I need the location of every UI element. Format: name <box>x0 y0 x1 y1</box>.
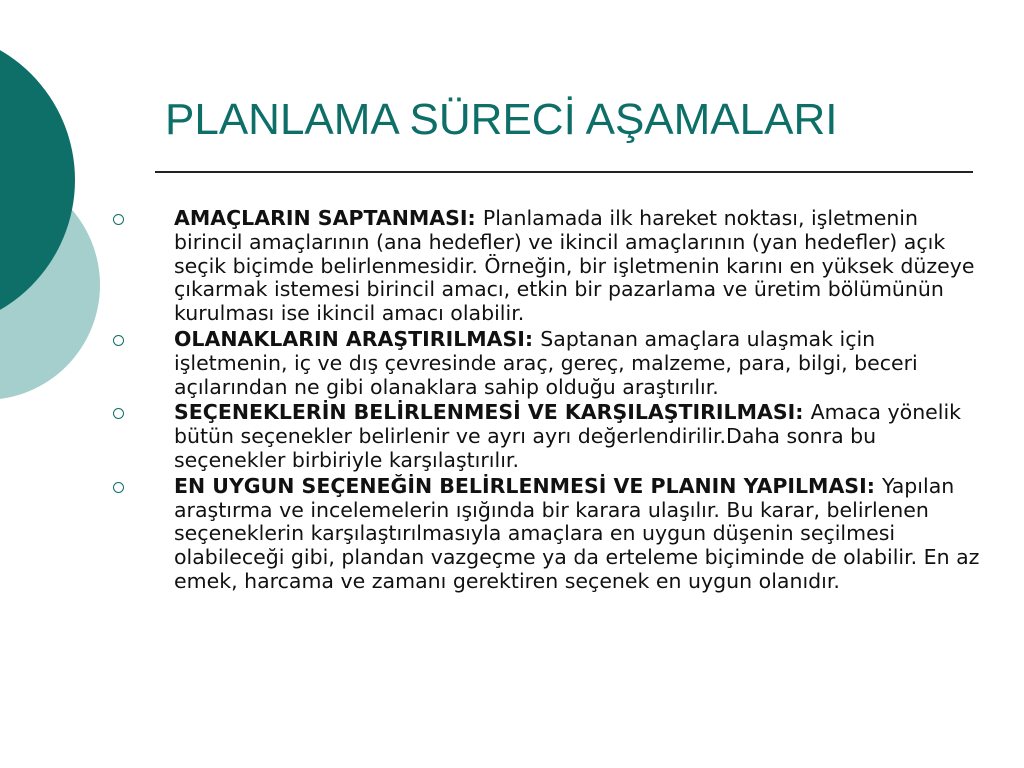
list-item-text: Saptanan amaçlara ulaşmak için işletmenin, iç ve dış çevresinde araç, gereç, malzeme, para, bilgi, beceri açılarından ne gibi olanaklara sahip olduğu araştırılır. <box>174 326 918 399</box>
list-item-heading: OLANAKLARIN ARAŞTIRILMASI: <box>174 326 541 351</box>
bullet-circle-icon <box>113 335 124 346</box>
bullet-list <box>110 207 985 596</box>
slide-title: PLANLAMA SÜRECİ AŞAMALARI <box>165 95 838 144</box>
list-item-text: Planlamada ilk hareket noktası, işletmenin birincil amaçlarının (ana hedefler) ve ikincil amaçlarının (yan hedefler) açık seçik biçimde belirlenmesidir. Örneğin, bir işletmenin karını en yüksek düzeye çıkarmak istemesi birincil amacı, etkin bir pazarlama ve üretim bölümünün kurulması ise ikincil amacı olabilir. <box>174 206 975 326</box>
list-item-text: Amaca yönelik bütün seçenekler belirlenir ve ayrı ayrı değerlendirilir.Daha sonra bu seçenekler birbiriyle karşılaştırılır. <box>174 400 962 472</box>
list-item-heading: SEÇENEKLERİN BELİRLENMESİ VE KARŞILAŞTIRILMASI: <box>174 400 811 425</box>
list-item-seceneklerin-belirlenmesi <box>110 401 985 472</box>
list-item-en-uygun-secenek <box>110 475 985 594</box>
title-divider <box>155 171 973 173</box>
list-item-heading: EN UYGUN SEÇENEĞİN BELİRLENMESİ VE PLANIN YAPILMASI: <box>174 473 883 498</box>
list-item-olanaklarin-arastirilmasi <box>110 328 985 399</box>
list-item-amaclarin-saptanmasi <box>110 207 985 326</box>
bullet-circle-icon <box>113 482 124 493</box>
list-item-text: Yapılan araştırma ve incelemelerin ışığında bir karara ulaşılır. Bu karar, belirlenen seçeneklerin karşılaştırılmasıyla amaçlara en uygun düşenin seçilmesi olabileceği gibi, plandan vazgeçme ya da erteleme biçiminde de olabilir. En az emek, harcama ve zamanı gerektiren seçenek en uygun olanıdır. <box>174 473 980 593</box>
bullet-circle-icon <box>113 408 124 419</box>
list-item-heading: AMAÇLARIN SAPTANMASI: <box>174 206 483 230</box>
bullet-circle-icon <box>113 214 124 225</box>
